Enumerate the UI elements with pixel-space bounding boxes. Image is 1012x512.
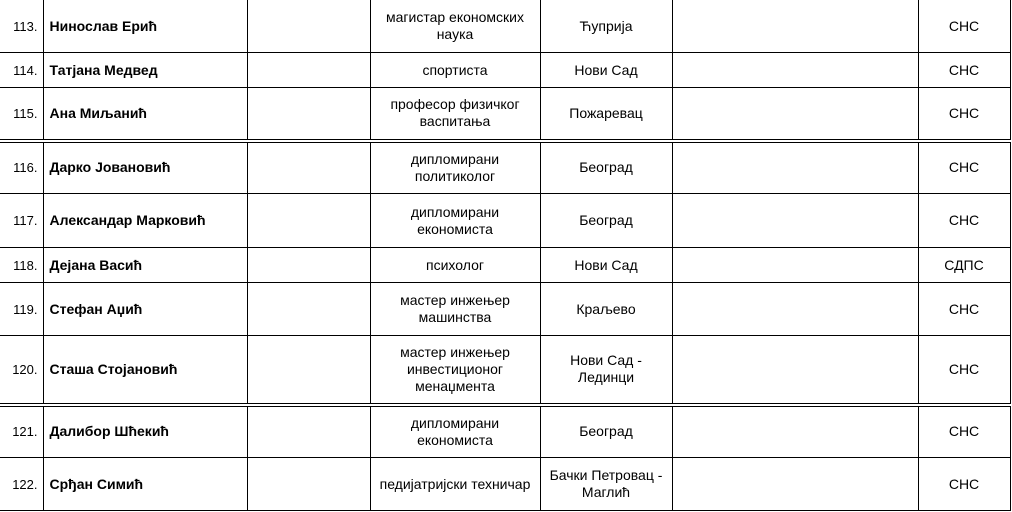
- table-row: [0, 336, 1010, 405]
- candidate-party: СНС: [918, 194, 1010, 248]
- candidate-place: Краљево: [540, 283, 672, 336]
- empty-cell: [247, 405, 370, 458]
- table-row: [0, 53, 1010, 88]
- row-number: 122.: [0, 458, 43, 511]
- candidate-name: Нинослав Ерић: [43, 0, 247, 53]
- table-row: [0, 194, 1010, 248]
- candidate-occupation: дипломирани економиста: [370, 405, 540, 458]
- candidate-party: СНС: [918, 405, 1010, 458]
- candidate-name: Александар Марковић: [43, 194, 247, 248]
- empty-cell: [247, 248, 370, 283]
- candidate-party: СНС: [918, 53, 1010, 88]
- empty-cell: [672, 194, 918, 248]
- empty-cell: [247, 194, 370, 248]
- empty-cell: [247, 458, 370, 511]
- row-number: 116.: [0, 141, 43, 194]
- candidate-place: Пожаревац: [540, 88, 672, 141]
- empty-cell: [672, 141, 918, 194]
- empty-cell: [672, 248, 918, 283]
- row-number: 118.: [0, 248, 43, 283]
- empty-cell: [247, 141, 370, 194]
- candidate-party: СНС: [918, 336, 1010, 405]
- candidate-place: Бачки Петровац - Маглић: [540, 458, 672, 511]
- candidate-occupation: психолог: [370, 248, 540, 283]
- row-number: 115.: [0, 88, 43, 141]
- empty-cell: [672, 336, 918, 405]
- empty-cell: [247, 0, 370, 53]
- candidate-name: Сташа Стојановић: [43, 336, 247, 405]
- empty-cell: [247, 53, 370, 88]
- candidate-party: СНС: [918, 0, 1010, 53]
- candidate-occupation: дипломирани економиста: [370, 194, 540, 248]
- candidate-occupation: педијатријски техничар: [370, 458, 540, 511]
- candidate-name: Дејана Васић: [43, 248, 247, 283]
- row-number: 119.: [0, 283, 43, 336]
- row-number: 114.: [0, 53, 43, 88]
- candidate-name: Татјана Медвед: [43, 53, 247, 88]
- candidate-place: Нови Сад: [540, 53, 672, 88]
- candidate-occupation: професор физичког васпитања: [370, 88, 540, 141]
- candidate-occupation: дипломирани политиколог: [370, 141, 540, 194]
- table-row: [0, 88, 1010, 141]
- candidate-place: Нови Сад: [540, 248, 672, 283]
- table-row: [0, 248, 1010, 283]
- table-row: [0, 458, 1010, 511]
- empty-cell: [247, 283, 370, 336]
- row-number: 117.: [0, 194, 43, 248]
- candidate-party: СДПС: [918, 248, 1010, 283]
- candidate-place: Ћуприја: [540, 0, 672, 53]
- row-number: 121.: [0, 405, 43, 458]
- empty-cell: [672, 405, 918, 458]
- candidate-party: СНС: [918, 283, 1010, 336]
- candidate-occupation: мастер инжењер инвестиционог менаџмента: [370, 336, 540, 405]
- table-row: [0, 405, 1010, 458]
- table-row: [0, 141, 1010, 194]
- candidate-place: Београд: [540, 194, 672, 248]
- candidate-occupation: магистар економских наука: [370, 0, 540, 53]
- table-row: [0, 283, 1010, 336]
- candidate-name: Срђан Симић: [43, 458, 247, 511]
- candidate-name: Далибор Шћекић: [43, 405, 247, 458]
- empty-cell: [672, 283, 918, 336]
- empty-cell: [672, 458, 918, 511]
- table-row: [0, 0, 1010, 53]
- candidate-occupation: спортиста: [370, 53, 540, 88]
- candidate-occupation: мастер инжењер машинства: [370, 283, 540, 336]
- candidate-name: Ана Миљанић: [43, 88, 247, 141]
- candidate-name: Дарко Јовановић: [43, 141, 247, 194]
- candidate-party: СНС: [918, 458, 1010, 511]
- empty-cell: [247, 88, 370, 141]
- empty-cell: [672, 88, 918, 141]
- empty-cell: [672, 53, 918, 88]
- candidate-name: Стефан Аџић: [43, 283, 247, 336]
- candidate-place: Београд: [540, 141, 672, 194]
- empty-cell: [247, 336, 370, 405]
- candidate-place: Београд: [540, 405, 672, 458]
- row-number: 113.: [0, 0, 43, 53]
- empty-cell: [672, 0, 918, 53]
- row-number: 120.: [0, 336, 43, 405]
- candidate-party: СНС: [918, 141, 1010, 194]
- candidate-place: Нови Сад - Лединци: [540, 336, 672, 405]
- candidate-party: СНС: [918, 88, 1010, 141]
